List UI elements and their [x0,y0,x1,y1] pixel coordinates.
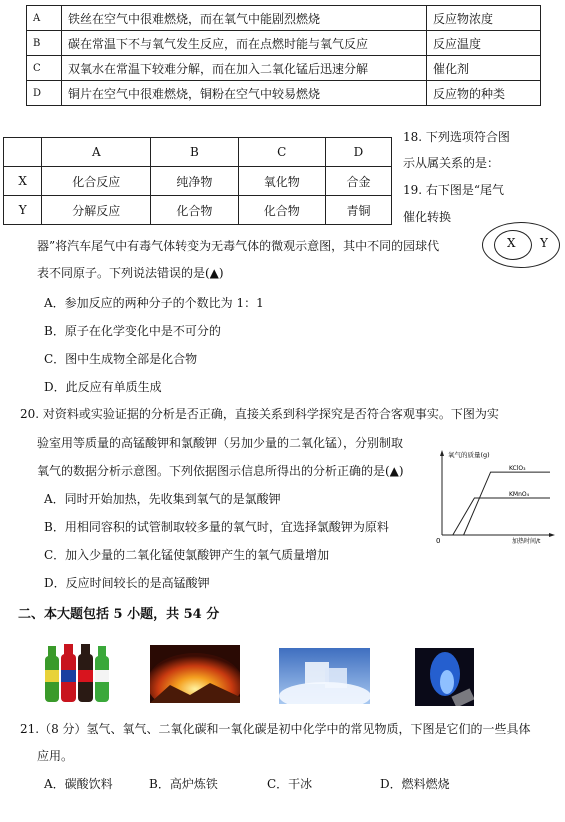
gas-flame-image [415,648,474,706]
classification-table-row [4,167,392,196]
chart-y-arrow [440,450,444,456]
chart-series-line [464,472,550,535]
classification-header-cell: A [42,138,151,167]
q21-option-a: A．碳酸饮料 [44,777,113,791]
q21-option-b: B．高炉炼铁 [149,777,218,791]
classification-cell: 分解反应 [42,196,151,225]
soda-bottles-image [40,642,115,704]
q21-line1: 21.（8 分）氢气、氧气、二氧化碳和一氧化碳是初中化学中的常见物质，下图是它们的一些具体 [20,722,531,736]
factor-table-cell-desc: 铜片在空气中很难燃烧，铜粉在空气中较易燃烧 [62,81,427,106]
classification-cell: X [4,167,42,196]
q21-option-d: D．燃料燃烧 [380,777,450,791]
classification-table [3,137,392,225]
classification-cell: 纯净物 [151,167,238,196]
blast-furnace-image [150,645,240,703]
classification-header-cell: B [151,138,238,167]
classification-header-cell: D [325,138,391,167]
q19-option-a: A．参加反应的两种分子的个数比为 1：1 [44,296,264,310]
chart-ylabel: 氧气的质量(g) [448,451,490,459]
chart-series-label: KClO₃ [508,465,526,473]
chart-origin: 0 [436,537,441,545]
venn-outer-label: Y [540,236,548,250]
q19-line4: 表不同原子。下列说法错误的是(▲) [37,266,224,280]
oxygen-mass-chart [430,445,560,545]
chart-xlabel: 加热时间/t [512,538,541,545]
classification-cell: 化合反应 [42,167,151,196]
q19-option-b: B．原子在化学变化中是不可分的 [44,324,221,338]
classification-cell: 青铜 [325,196,391,225]
q20-option-a: A．同时开始加热，先收集到氧气的是氯酸钾 [44,492,281,506]
chart-series-line [453,498,550,535]
classification-cell: 化合物 [238,196,325,225]
factor-table-cell-desc: 碳在常温下不与氧气发生反应，而在点燃时能与氧气反应 [62,31,427,56]
chart-series-label: KMnO₄ [508,491,530,498]
q19-option-d: D．此反应有单质生成 [44,380,162,394]
classification-table-header [4,138,392,167]
dry-ice-image [279,648,370,704]
factor-table-row [27,31,541,56]
factor-table-cell-factor: 反应物浓度 [427,6,541,31]
factor-table [26,5,541,106]
q19-line3: 器”将汽车尾气中有毒气体转变为无毒气体的微观示意图，其中不同的园球代 [37,239,440,253]
classification-cell: 化合物 [151,196,238,225]
factor-table-cell-desc: 铁丝在空气中很难燃烧，而在氧气中能剧烈燃烧 [62,6,427,31]
q20-option-b: B．用相同容积的试管制取较多量的氧气时，宜选择氯酸钾为原料 [44,520,389,534]
q20-line2: 验室用等质量的高锰酸钾和氯酸钾（另加少量的二氧化锰），分别制取 [37,436,404,450]
factor-table-row [27,81,541,106]
classification-cell: Y [4,196,42,225]
factor-table-cell-desc: 双氧水在常温下较难分解，而在加入二氧化锰后迅速分解 [62,56,427,81]
q20-option-d: D．反应时间较长的是高锰酸钾 [44,576,210,590]
q20-line1: 20. 对资料或实验证据的分析是否正确，直接关系到科学探究是否符合客观事实。下图为实 [20,407,499,421]
factor-table-cell-k: B [27,31,62,56]
q19-line2: 催化转换 [403,210,452,224]
factor-table-cell-k: D [27,81,62,106]
classification-table-row [4,196,392,225]
q21-line2: 应用。 [37,749,74,763]
classification-cell: 合金 [325,167,391,196]
factor-table-cell-factor: 反应温度 [427,31,541,56]
factor-table-cell-factor: 催化剂 [427,56,541,81]
venn-inner-label: X [507,236,516,250]
section-heading: 二、本大题包括 5 小题，共 54 分 [18,607,220,622]
q20-option-c: C．加入少量的二氧化锰使氯酸钾产生的氧气质量增加 [44,548,330,562]
factor-table-row [27,56,541,81]
q19-line1: 19. 右下图是“尾气 [403,183,505,197]
q20-line3: 氧气的数据分析示意图。下列依据图示信息所得出的分析正确的是(▲) [37,464,404,478]
q18-line2: 示从属关系的是： [403,156,500,170]
classification-header-cell [4,138,42,167]
q19-option-c: C．图中生成物全部是化合物 [44,352,198,366]
q21-option-c: C．干冰 [267,777,313,791]
classification-cell: 氧化物 [238,167,325,196]
q18-line1: 18. 下列选项符合图 [403,130,510,144]
factor-table-row [27,6,541,31]
classification-header-cell: C [238,138,325,167]
factor-table-cell-factor: 反应物的种类 [427,81,541,106]
factor-table-cell-k: C [27,56,62,81]
chart-x-arrow [549,533,555,537]
factor-table-cell-k: A [27,6,62,31]
